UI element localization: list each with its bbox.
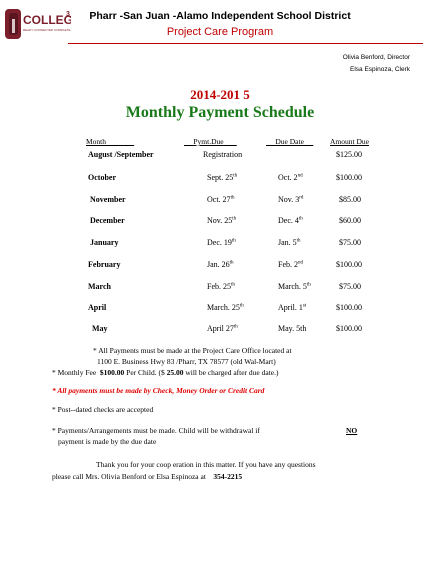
due-date-text: Jan. 5 xyxy=(278,238,297,247)
row-amount: $100.00 xyxy=(336,324,362,333)
pymt-due-suffix: th xyxy=(233,324,238,330)
note-due-date: payment is made by the due date xyxy=(58,437,157,446)
note-address: 1100 E. Business Hwy 83 /Pharr, TX 78577 (old Wal-Mart) xyxy=(97,357,276,366)
district-name: Pharr -San Juan -Alamo Independent School District xyxy=(89,10,351,22)
note-arrangements: * Payments/Arrangements must be made. Child will be withdrawal if xyxy=(52,426,260,435)
header-rule xyxy=(68,43,423,44)
pymt-due-suffix: th xyxy=(231,282,235,288)
row-month: April xyxy=(88,303,107,312)
pymt-due-suffix: th xyxy=(232,216,237,222)
row-month: February xyxy=(88,260,121,269)
pymt-due-suffix: th xyxy=(239,303,244,309)
row-month: May xyxy=(92,324,108,333)
clerk-name: Elsa Espinoza, Clerk xyxy=(350,66,410,73)
due-date-text: May. 5th xyxy=(278,324,307,333)
row-month: March xyxy=(88,282,111,291)
logo-tagline: READY CONNECTED COMPLETE xyxy=(23,28,71,32)
pymt-due-text: Feb. 25 xyxy=(207,282,231,291)
col-header-due-date: Due Date xyxy=(275,137,304,146)
row-due-date xyxy=(278,238,301,247)
row-amount: $75.00 xyxy=(339,238,361,247)
row-month: January xyxy=(90,238,119,247)
pymt-due-text: March. 25 xyxy=(207,303,240,312)
due-date-suffix: nd xyxy=(297,173,303,179)
pymt-due-suffix: th xyxy=(231,238,236,244)
row-month: October xyxy=(88,173,116,182)
note-payment-location: * All Payments must be made at the Project Care Office located at xyxy=(93,346,292,355)
col-header-month: Month xyxy=(86,137,107,146)
pymt-due-text: Oct. 27 xyxy=(207,195,231,204)
note-monthly-fee: * Monthly Fee $100.00 Per Child. ($ 25.00 will be charged after due date.) xyxy=(52,368,279,377)
due-date-text: March. 5 xyxy=(278,282,307,291)
row-pymt-due xyxy=(207,303,244,312)
row-due-date xyxy=(278,324,306,333)
row-pymt-due xyxy=(203,150,242,159)
row-amount: $85.00 xyxy=(339,195,361,204)
col-header-pymt-due: Pymt.Due xyxy=(193,137,224,146)
due-date-suffix: nd xyxy=(298,260,303,266)
note-payment-methods: * All payments must be made by Check, Money Order or Credit Card xyxy=(52,386,265,395)
due-date-text: April. 1 xyxy=(278,303,303,312)
row-amount: $125.00 xyxy=(336,150,362,159)
due-date-suffix: th xyxy=(306,282,311,288)
row-due-date xyxy=(278,303,306,312)
row-month: December xyxy=(90,216,125,225)
row-pymt-due xyxy=(207,324,238,333)
due-date-text: Dec. 4 xyxy=(278,216,299,225)
due-date-text: Nov. 3 xyxy=(278,195,300,204)
row-pymt-due xyxy=(207,173,237,182)
pymt-due-text: April 27 xyxy=(207,324,234,333)
director-name: Olivia Benford, Director xyxy=(342,54,410,61)
contact-text: please call Mrs. Olivia Benford or Elsa Espinoza at 354-2215 xyxy=(52,472,243,481)
row-due-date xyxy=(278,216,303,225)
due-date-suffix: rd xyxy=(299,195,304,201)
row-amount: $75.00 xyxy=(339,282,361,291)
thank-you-text: Thank you for your coop eration in this matter. If you have any questions xyxy=(96,460,316,469)
pymt-due-suffix: th xyxy=(230,195,235,201)
row-pymt-due xyxy=(207,260,234,269)
school-year: 2014-201 5 xyxy=(190,87,250,102)
note-post-dated: * Post--dated checks are accepted xyxy=(52,405,154,414)
due-date-suffix: th xyxy=(298,216,303,222)
row-pymt-due xyxy=(207,282,235,291)
row-due-date xyxy=(278,260,303,269)
page-title: Monthly Payment Schedule xyxy=(125,104,315,121)
row-amount: $60.00 xyxy=(339,216,361,225)
row-month: August /September xyxy=(88,150,154,159)
phone-number: 354-2215 xyxy=(213,472,243,481)
pymt-due-text: Jan. 26 xyxy=(207,260,230,269)
row-due-date xyxy=(278,173,303,182)
logo-sup: 3 xyxy=(66,11,70,18)
col-header-amount-due: Amount Due xyxy=(330,137,369,146)
due-date-suffix: th xyxy=(296,238,301,244)
row-pymt-due xyxy=(207,238,236,247)
row-amount: $100.00 xyxy=(336,303,362,312)
row-due-date xyxy=(278,282,311,291)
pymt-due-text: Nov. 25 xyxy=(207,216,233,225)
due-date-text: Feb. 2 xyxy=(278,260,298,269)
row-amount: $100.00 xyxy=(336,260,362,269)
note-no: NO xyxy=(346,426,358,435)
row-pymt-due xyxy=(207,216,236,225)
pymt-due-text: Dec. 19 xyxy=(207,238,232,247)
row-month: November xyxy=(90,195,126,204)
due-date-suffix: st xyxy=(302,303,307,309)
row-due-date xyxy=(278,195,303,204)
logo-text: COLLEG xyxy=(23,13,71,27)
pymt-due-suffix: th xyxy=(229,260,234,266)
row-pymt-due xyxy=(207,195,234,204)
pymt-due-text: Sept. 25 xyxy=(207,173,234,182)
due-date-text: Oct. 2 xyxy=(278,173,298,182)
program-name: Project Care Program xyxy=(166,26,274,38)
pymt-due-suffix: th xyxy=(233,173,238,179)
row-amount: $100.00 xyxy=(336,173,362,182)
pymt-due-text: Registration xyxy=(203,150,243,159)
